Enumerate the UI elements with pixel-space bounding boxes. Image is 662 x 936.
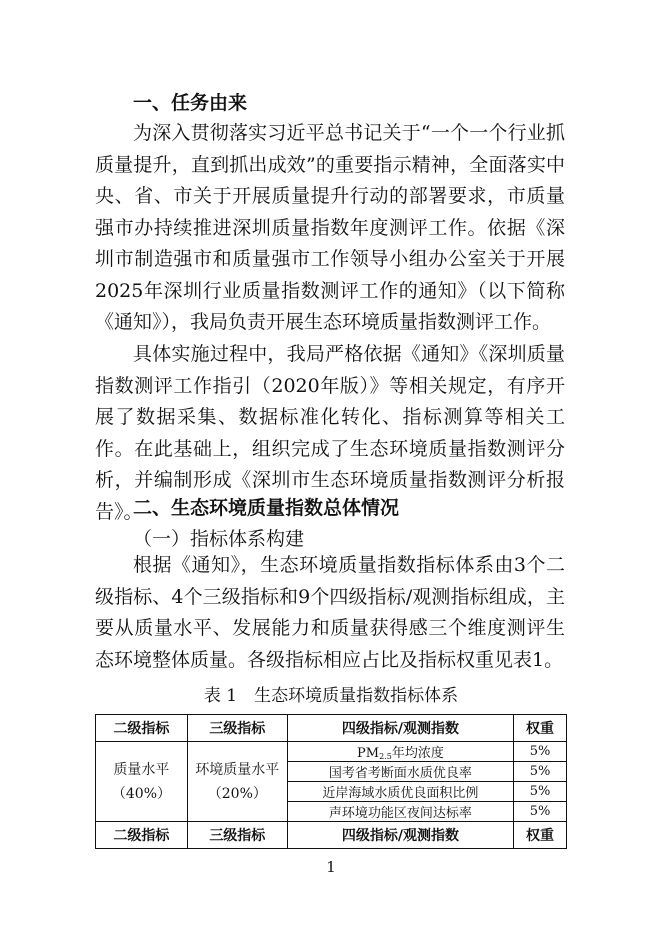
section-1-title: 一、任务由来: [133, 92, 248, 114]
section-2-subtitle: （一）指标体系构建: [133, 528, 305, 550]
header-level2: 二级指标: [96, 822, 188, 849]
section-2-title: 二、生态环境质量指数总体情况: [133, 497, 400, 519]
header-weight: 权重: [514, 822, 567, 849]
header-level3: 三级指标: [187, 822, 287, 849]
table-caption: 表 1 生态环境质量指数指标体系: [203, 686, 459, 706]
level4-pm25: $PM_{2.5}$年均浓度: [287, 742, 513, 762]
weight-cell: 5%: [514, 742, 567, 762]
section-1-paragraph-2: 具体实施过程中，我局严格依据《通知》《深圳质量指数测评工作指引（2020年版）》等相关规定，有序开展了数据采集、数据标准化转化、指标测算等相关工作。在此基础上，组织完成了生态环境质量指数测评分析，并编制形成《深圳市生态环境质量指数测评分析报告》。: [95, 343, 565, 523]
level3-weight: （20%）: [207, 785, 267, 802]
level2-cell: [96, 742, 188, 822]
level4-night-noise: 声环境功能区夜间达标率: [287, 802, 513, 822]
section-1-paragraph-1: 为深入贯彻落实习近平总书记关于“一个一个行业抓质量提升，直到抓出成效”的重要指示精神，全面落实中央、省、市关于开展质量提升行动的部署要求，市质量强市办持续推进深圳质量指数年度测评工作。依据《深圳市制造强市和质量强市工作领导小组办公室关于开展2025年深圳行业质量指数测评工作的通知》（以下简称《通知》），我局负责开展生态环境质量指数测评工作。: [95, 122, 565, 333]
level4-coastal-water: 近岸海域水质优良面积比例: [287, 782, 513, 802]
header-level4: 四级指标/观测指数: [287, 822, 513, 849]
weight-cell: 5%: [514, 802, 567, 822]
section-2-paragraph-1: 根据《通知》，生态环境质量指数指标体系由3个二级指标、4个三级指标和9个四级指标/观测指标组成，主要从质量水平、发展能力和质量获得感三个维度测评生态环境整体质量。各级指标相应占比及指标权重见表1。: [95, 554, 565, 671]
weight-cell: 5%: [514, 762, 567, 782]
header-level2: 二级指标: [96, 715, 188, 742]
header-weight: 权重: [514, 715, 567, 742]
table-header-row: [96, 715, 567, 742]
weight-cell: 5%: [514, 782, 567, 802]
table-row: [96, 742, 567, 762]
header-level4: 四级指标/观测指数: [287, 715, 513, 742]
level2-name: 质量水平: [113, 761, 170, 778]
header-level3: 三级指标: [187, 715, 287, 742]
level2-weight: （40%）: [111, 785, 171, 802]
level3-cell: [187, 742, 287, 822]
level3-name: 环境质量水平: [195, 761, 280, 778]
level4-water-quality: 国考省考断面水质优良率: [287, 762, 513, 782]
table-repeat-header-row: [96, 822, 567, 849]
page-number: 1: [326, 858, 336, 876]
indicator-table: [95, 714, 567, 849]
